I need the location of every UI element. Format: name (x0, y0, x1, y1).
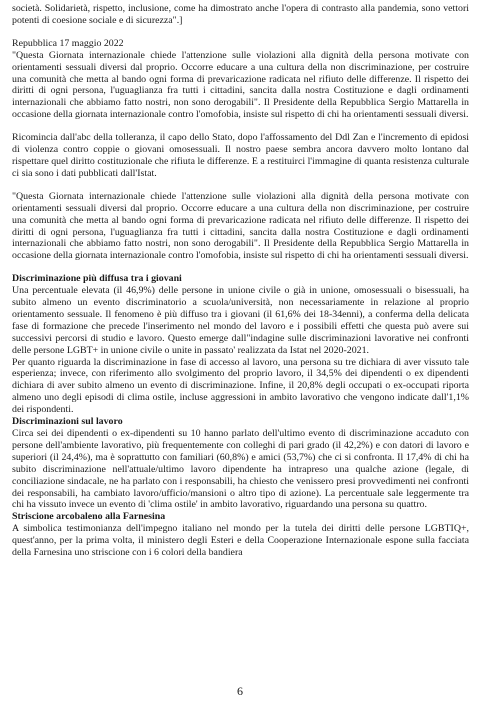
paragraph-quote-1: "Questa Giornata internazionale chiede l'attenzione sulle violazioni alla dignità della persona motivate con orientamenti sessuali diversi dal proprio. Occorre educare a una cultura della non discriminazione, per costruire una comunità che metta al bando ogni forma di prevaricazione radicata nel rifiuto delle differenze. Il rispetto dei diritti di ogni persona, l'uguaglianza fra tutti i cittadini, sancita dalla nostra Costituzione e dagli ordinamenti internazionali che abbiamo fatto nostri, non sono derogabili". Il Presidente della Repubblica Sergio Mattarella in occasione della giornata internazionale contro l'omofobia, insiste sul rispetto di chi ha orientamenti sessuali diversi. (12, 49, 469, 121)
paragraph-ricomincia: Ricomincia dall'abc della tolleranza, il capo dello Stato, dopo l'affossamento del Ddl Zan e l'incremento di epidosi di violenza contro coppie o giovani omosessuali. Il nostro paese sembra ancora davvero molto lontano dal rispettare quel diritto costituzionale che rifiuta le differenze. E a restituirci l'immagine di quanta resistenza culturale ci sia sono i dati pubblicati dall'Istat. (12, 132, 469, 179)
paragraph-quote-2: "Questa Giornata internazionale chiede l'attenzione sulle violazioni alla dignità della persona motivate con orientamenti sessuali diversi dal proprio. Occorre educare a una cultura della non discriminazione, per costruire una comunità che metta al bando ogni forma di prevaricazione radicata nel rifiuto delle differenze. Il rispetto dei diritti di ogni persona, l'uguaglianza fra tutti i cittadini, sancita dalla nostra Costituzione e dagli ordinamenti internazionali che abbiamo fatto nostri, non sono derogabili". Il Presidente della Repubblica Sergio Mattarella in occasione della giornata internazionale contro l'omofobia, insiste sul rispetto di chi ha orientamenti sessuali diversi. (12, 190, 469, 262)
paragraph-accesso: Per quanto riguarda la discriminazione in fase di accesso al lavoro, una persona su tre dichiara di aver vissuto tale esperienza; invece, con riferimento allo svolgimento del proprio lavoro, il 34,5% dei dipendenti o ex dipendenti dichiara di aver subito almeno un evento di discriminazione. Infine, il 20,8% degli occupati o ex-occupati riporta almeno uno degli episodi di clima ostile, incluse aggressioni in ambito lavorativo che vengono indicate dall'1,1% dei rispondenti. (12, 356, 469, 416)
heading-giovani: Discriminazione più diffusa tra i giovani (12, 273, 182, 285)
paragraph-giovani: Una percentuale elevata (il 46,9%) delle persone in unione civile o già in unione, omosessuali o bisessuali, ha subito almeno un evento discriminatorio a scuola/università, non necessariamente in relazione al proprio orientamento sessuale. Il fenomeno è più diffuso tra i giovani (il 61,6% dei 18-34enni), a conferma della delicata fase di formazione che precede l'inserimento nel mondo del lavoro e i possibili effetti che questa può avere sui successivi percorsi di studio e lavoro. Questo emerge dall"indagine sulle discriminazioni lavorative nei confronti delle persone LGBT+ in unione civile o unite in passato' realizzata da Istat nel 2020-2021. (12, 285, 469, 356)
paragraph-farnesina: A simbolica testimonianza dell'impegno italiano nel mondo per la tutela dei diritti delle persone LGBTIQ+, quest'anno, per la prima volta, il ministero degli Esteri e della Cooperazione Internazionale espone sulla facciata della Farnesina uno striscione con i 6 colori della bandiera (12, 523, 469, 559)
source-line: Repubblica 17 maggio 2022 (12, 37, 124, 49)
page-number: 6 (237, 684, 243, 699)
heading-farnesina: Striscione arcobaleno alla Farnesina (12, 511, 166, 523)
paragraph-intro: società. Solidarietà, rispetto, inclusione, come ha dimostrato anche l'opera di contrasto alla pandemia, sono vettori potenti di coesione sociale e di sicurezza".] (12, 3, 469, 26)
heading-lavoro: Discriminazioni sul lavoro (12, 416, 123, 428)
paragraph-lavoro: Circa sei dei dipendenti o ex-dipendenti su 10 hanno parlato dell'ultimo evento di discriminazione accaduto con persone dell'ambiente lavorativo, più frequentemente con colleghi di pari grado (il 42,2%) e con datori di lavoro e superiori (il 24,4%), ma è soprattutto con familiari (60,8%) e amici (53,7%) che ci si confronta. Il 17,4% di chi ha subito discriminazione nell'attuale/ultimo lavoro dipendente ha intrapreso una qualche azione (legale, di conciliazione sindacale, ne ha parlato con i responsabili, ha chiesto che venissero presi provvedimenti nei confronti dei responsabili, ha cambiato lavoro/ufficio/mansioni o altro tipo di azione). La percentuale sale leggermente tra chi ha vissuto invece un evento di 'clima ostile' in ambito lavorativo, riguardando una persona su quattro. (12, 428, 469, 511)
